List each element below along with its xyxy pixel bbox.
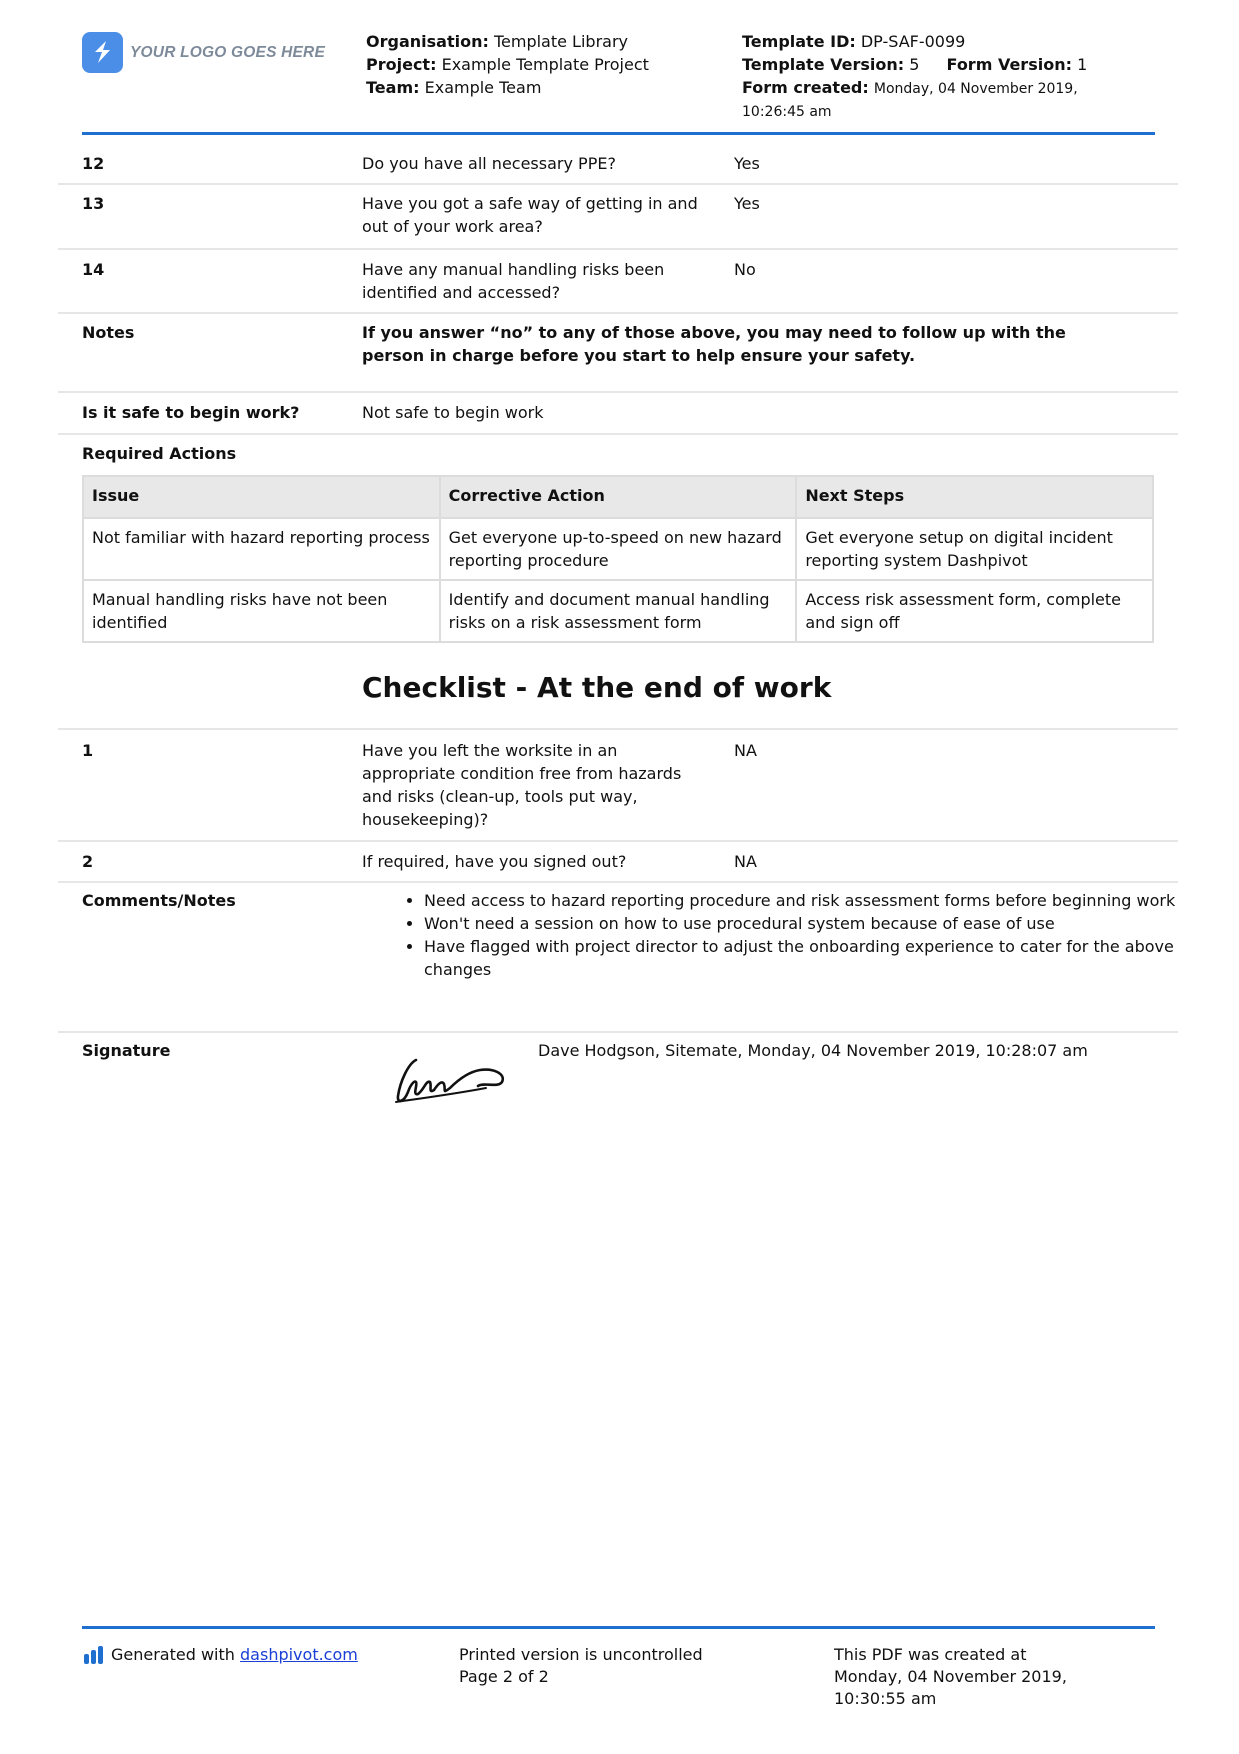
header-template-block (742, 30, 1142, 124)
uncontrolled-note: Printed version is uncontrolled (459, 1645, 703, 1664)
footer-generated (84, 1644, 358, 1666)
item-number: 2 (82, 852, 94, 871)
required-actions-label: Required Actions (82, 444, 237, 463)
item-question: Do you have all necessary PPE? (362, 154, 616, 173)
organisation-label: Organisation: (366, 32, 489, 51)
table-header-row (83, 476, 1153, 518)
table-cell: Access risk assessment form, complete and sign off (796, 580, 1153, 642)
form-created-label: Form created: (742, 78, 869, 97)
pdf-created-line: 10:30:55 am (834, 1689, 937, 1708)
item-question: Have you got a safe way of getting in and out of your work area? (362, 194, 698, 236)
safe-to-begin-label: Is it safe to begin work? (82, 403, 300, 422)
column-header-next-steps: Next Steps (796, 476, 1153, 518)
row-divider (58, 391, 1178, 393)
pdf-created-line: Monday, 04 November 2019, (834, 1667, 1067, 1686)
company-logo (82, 32, 325, 73)
row-divider (58, 248, 1178, 250)
section-title: Checklist - At the end of work (362, 671, 832, 704)
signer-details: Dave Hodgson, Sitemate, Monday, 04 November 2019, 10:28:07 am (538, 1041, 1088, 1060)
table-cell: Get everyone up-to-speed on new hazard reporting procedure (440, 518, 797, 580)
generated-prefix: Generated with (111, 1645, 235, 1664)
dashpivot-bars-icon (84, 1646, 103, 1664)
logo-text: YOUR LOGO GOES HERE (130, 44, 325, 61)
row-divider (58, 312, 1178, 314)
list-item: • Won't need a session on how to use procedural system because of ease of use (424, 912, 1184, 935)
signature-image (394, 1052, 510, 1114)
signature-label: Signature (82, 1041, 171, 1060)
row-divider (58, 1031, 1178, 1033)
dashpivot-link[interactable]: dashpivot.com (240, 1645, 358, 1664)
row-divider (58, 183, 1178, 185)
item-answer: NA (734, 852, 757, 871)
table-cell: Not familiar with hazard reporting process (83, 518, 440, 580)
footer-pdf-created (834, 1644, 1067, 1710)
footer-divider (82, 1626, 1155, 1629)
table-cell: Get everyone setup on digital incident reporting system Dashpivot (796, 518, 1153, 580)
header-org-block (366, 30, 649, 99)
item-question: Have any manual handling risks been identified and accessed? (362, 260, 665, 302)
form-version-label: Form Version: (946, 55, 1072, 74)
notes-text: If you answer “no” to any of those above, you may need to follow up with the person in charge before you start to help ensure your safety. (362, 323, 1066, 365)
row-divider (58, 840, 1178, 842)
comments-label: Comments/Notes (82, 891, 236, 910)
comments-list (402, 889, 1184, 981)
item-number: 1 (82, 741, 94, 760)
header-divider (82, 132, 1155, 135)
item-question: Have you left the worksite in an appropriate condition free from hazards and risks (clean-up, tools put way, housekeeping)? (362, 741, 682, 829)
table-cell: Manual handling risks have not been identified (83, 580, 440, 642)
item-answer: No (734, 260, 756, 279)
item-number: 12 (82, 154, 105, 173)
notes-label: Notes (82, 323, 135, 342)
table-row (83, 518, 1153, 580)
template-version-label: Template Version: (742, 55, 905, 74)
item-number: 14 (82, 260, 105, 279)
row-divider (58, 433, 1178, 435)
project-value: Example Template Project (441, 55, 649, 74)
item-question: If required, have you signed out? (362, 852, 627, 871)
pdf-created-line: This PDF was created at (834, 1645, 1027, 1664)
row-divider (58, 728, 1178, 730)
team-value: Example Team (424, 78, 542, 97)
footer-page-info (459, 1644, 703, 1688)
logo-icon (82, 32, 123, 73)
column-header-issue: Issue (83, 476, 440, 518)
item-number: 13 (82, 194, 105, 213)
project-label: Project: (366, 55, 437, 74)
item-answer: Yes (734, 154, 760, 173)
template-id-label: Template ID: (742, 32, 856, 51)
list-item: • Have flagged with project director to adjust the onboarding experience to cater for the above changes (424, 935, 1184, 981)
item-answer: Yes (734, 194, 760, 213)
required-actions-table (82, 475, 1154, 643)
team-label: Team: (366, 78, 420, 97)
row-divider (58, 881, 1178, 883)
form-version-value: 1 (1077, 55, 1088, 74)
item-answer: NA (734, 741, 757, 760)
safe-to-begin-value: Not safe to begin work (362, 403, 544, 422)
organisation-value: Template Library (493, 32, 628, 51)
list-item: • Need access to hazard reporting procedure and risk assessment forms before beginning work (424, 889, 1184, 912)
table-row (83, 580, 1153, 642)
page-number: Page 2 of 2 (459, 1667, 549, 1686)
form-created-value: Monday, 04 November 2019, (873, 81, 1078, 97)
template-id-value: DP-SAF-0099 (860, 32, 966, 51)
table-cell: Identify and document manual handling risks on a risk assessment form (440, 580, 797, 642)
form-created-time: 10:26:45 am (742, 104, 832, 120)
template-version-value: 5 (909, 55, 920, 74)
column-header-corrective-action: Corrective Action (440, 476, 797, 518)
